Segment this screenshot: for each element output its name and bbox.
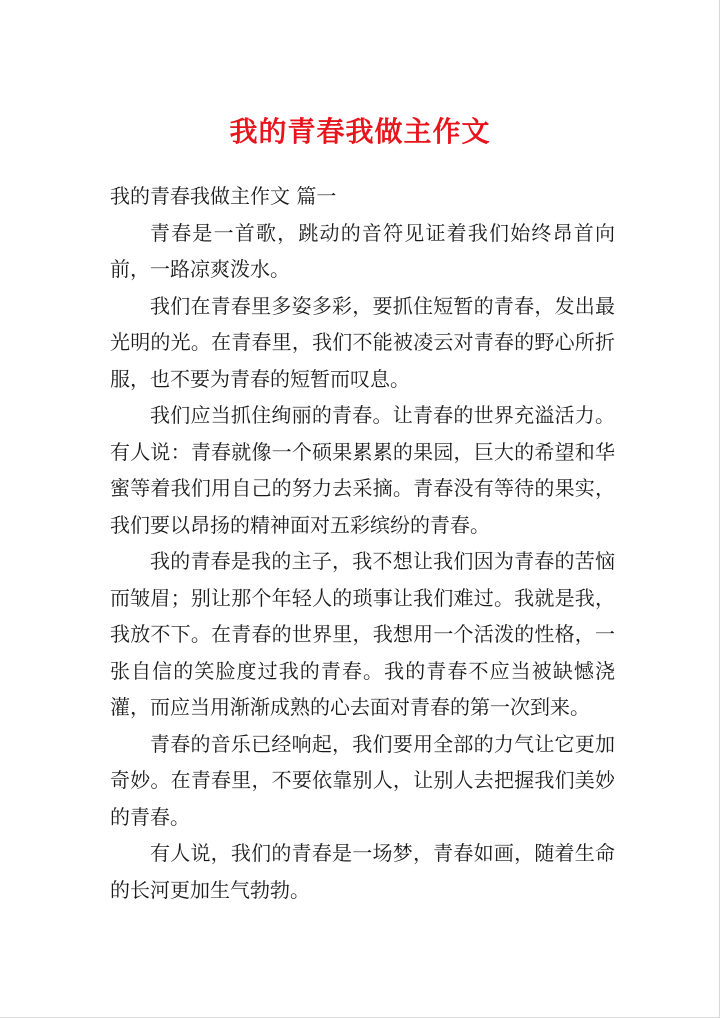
- paragraph-3: 我们应当抓住绚丽的青春。让青春的世界充溢活力。有人说：青春就像一个硕果累累的果园，巨大的希望和华蜜等着我们用自己的努力去采摘。青春没有等待的果实，我们要以昂扬的精神面对五彩缤纷的青春。: [110, 403, 615, 537]
- section-heading: 我的青春我做主作文 篇一: [110, 184, 337, 208]
- paragraph-4: 我的青春是我的主子，我不想让我们因为青春的苦恼而皱眉；别让那个年轻人的琐事让我们难过。我就是我，我放不下。在青春的世界里，我想用一个活泼的性格，一张自信的笑脸度过我的青春。我的青春不应当被缺憾浇灌，而应当用渐渐成熟的心去面对青春的第一次到来。: [110, 549, 615, 719]
- paragraph-1: 青春是一首歌，跳动的音符见证着我们始终昂首向前，一路凉爽泼水。: [110, 220, 615, 281]
- paragraph-2: 我们在青春里多姿多彩，要抓住短暂的青春，发出最光明的光。在青春里，我们不能被凌云对青春的野心所折服，也不要为青春的短暂而叹息。: [110, 293, 615, 391]
- document-body: [110, 178, 615, 908]
- paragraph-5: 青春的音乐已经响起，我们要用全部的力气让它更加奇妙。在青春里，不要依靠别人，让别人去把握我们美妙的青春。: [110, 731, 615, 829]
- paragraph-6: 有人说，我们的青春是一场梦，青春如画，随着生命的长河更加生气勃勃。: [110, 841, 615, 902]
- document-title: 我的青春我做主作文: [229, 115, 491, 148]
